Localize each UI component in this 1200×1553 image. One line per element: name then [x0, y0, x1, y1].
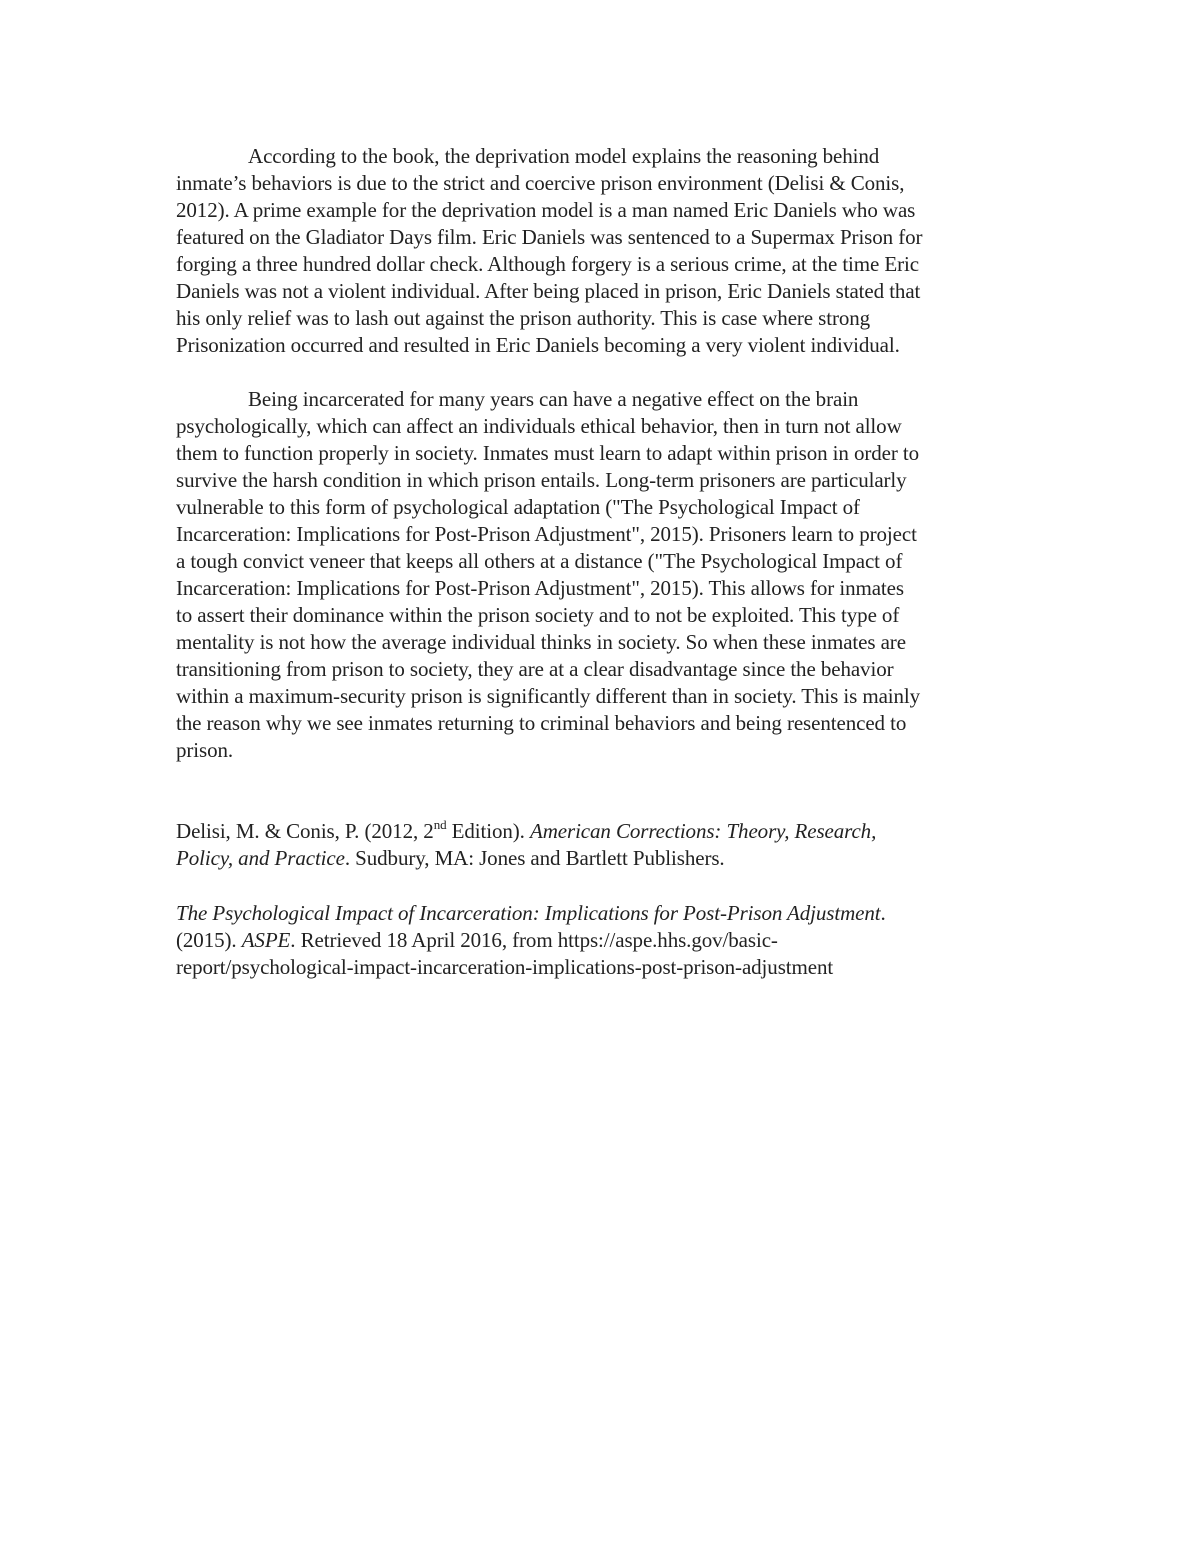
reference-line: [176, 818, 1026, 845]
text-line: featured on the Gladiator Days film. Eric Daniels was sentenced to a Supermax Prison for: [176, 225, 923, 249]
reference-aspe: [176, 900, 1026, 981]
text-line: Being incarcerated for many years can have a negative effect on the brain: [248, 387, 859, 411]
reference-book-title: American Corrections: Theory, Research,: [529, 819, 877, 843]
text-line: the reason why we see inmates returning to criminal behaviors and being resentenced to: [176, 711, 907, 735]
text-line: Incarceration: Implications for Post-Prison Adjustment", 2015). Prisoners learn to project: [176, 522, 917, 546]
paragraph-incarceration-effects: [176, 386, 1026, 764]
text-line: prison.: [176, 738, 234, 762]
reference-year: (2015).: [176, 928, 242, 952]
text-line: within a maximum-security prison is significantly different than in society. This is mainly: [176, 684, 921, 708]
reference-source: ASPE: [241, 928, 291, 952]
text-line: According to the book, the deprivation model explains the reasoning behind: [248, 144, 880, 168]
text-line: forging a three hundred dollar check. Although forgery is a serious crime, at the time Eric: [176, 252, 919, 276]
reference-line: [176, 900, 1026, 927]
text-line: Prisonization occurred and resulted in Eric Daniels becoming a very violent individual.: [176, 333, 900, 357]
edition-superscript: nd: [433, 817, 447, 832]
text-line: Daniels was not a violent individual. After being placed in prison, Eric Daniels stated that: [176, 279, 921, 303]
text-line: psychologically, which can affect an individuals ethical behavior, then in turn not allow: [176, 414, 902, 438]
reference-book-title-cont: Policy, and Practice: [176, 846, 345, 870]
reference-edition: Edition).: [446, 819, 530, 843]
paragraph-deprivation-model: [176, 143, 1026, 359]
reference-line: [176, 927, 1026, 954]
reference-retrieved: . Retrieved 18 April 2016, from https://aspe.hhs.gov/basic-: [290, 928, 778, 952]
reference-delisi-conis: [176, 818, 1026, 872]
text-line: his only relief was to lash out against the prison authority. This is case where strong: [176, 306, 871, 330]
text-line: survive the harsh condition in which prison entails. Long-term prisoners are particularly: [176, 468, 907, 492]
reference-article-title: The Psychological Impact of Incarceration: Implications for Post-Prison Adjustment: [176, 901, 881, 925]
text-line: transitioning from prison to society, they are at a clear disadvantage since the behavior: [176, 657, 894, 681]
text-line: them to function properly in society. Inmates must learn to adapt within prison in order to: [176, 441, 920, 465]
text-line: to assert their dominance within the prison society and to not be exploited. This type of: [176, 603, 900, 627]
reference-authors: Delisi, M. & Conis, P. (2012, 2: [176, 819, 434, 843]
reference-line: [176, 845, 1026, 872]
text-line: Incarceration: Implications for Post-Prison Adjustment", 2015). This allows for inmates: [176, 576, 904, 600]
text-line: vulnerable to this form of psychological adaptation ("The Psychological Impact of: [176, 495, 860, 519]
text-line: inmate’s behaviors is due to the strict and coercive prison environment (Delisi & Conis,: [176, 171, 905, 195]
reference-title-end: .: [880, 901, 886, 925]
text-line: 2012). A prime example for the deprivation model is a man named Eric Daniels who was: [176, 198, 916, 222]
text-line: mentality is not how the average individual thinks in society. So when these inmates are: [176, 630, 906, 654]
reference-url-line: report/psychological-impact-incarceration-implications-post-prison-adjustment: [176, 955, 834, 979]
text-line: a tough convict veneer that keeps all others at a distance ("The Psychological Impact of: [176, 549, 903, 573]
reference-publisher: . Sudbury, MA: Jones and Bartlett Publishers.: [344, 846, 725, 870]
